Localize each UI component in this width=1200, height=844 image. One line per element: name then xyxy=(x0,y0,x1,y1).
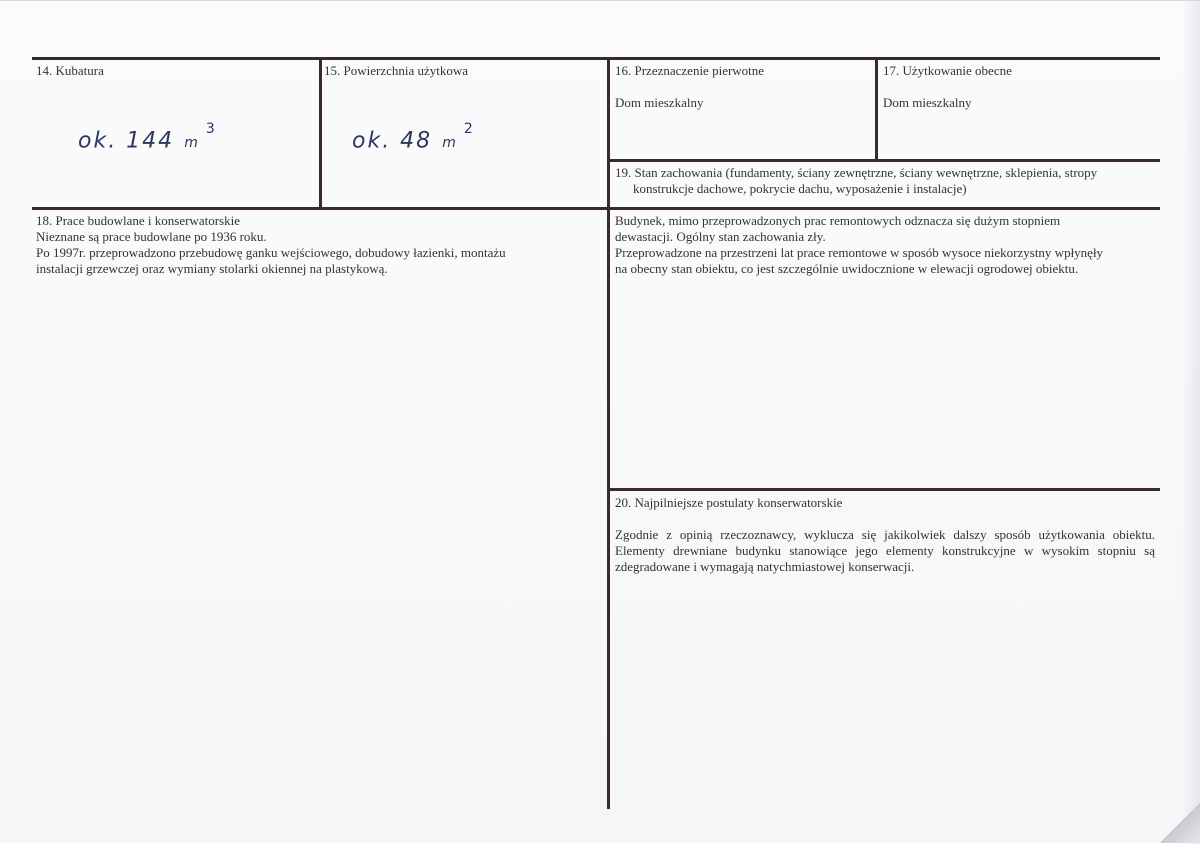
uzytkowanie-value: Dom mieszkalny xyxy=(883,95,972,110)
postulaty-text: Zgodnie z opinią rzeczoznawcy, wyklucza się jakikolwiek dalszy sposób użytkowania obiektu. Elementy drewniane budynku stanowiące jego elementy konstrukcyjne w wysokim stopniu są zdegradowane i wymagają natychmiastowej konserwacji. xyxy=(615,527,1155,574)
kubatura-label: 14. Kubatura xyxy=(36,63,104,78)
top-rule xyxy=(32,57,1160,60)
uzytkowanie-label: 17. Użytkowanie obecne xyxy=(883,63,1012,78)
center-divider xyxy=(607,57,610,809)
powierzchnia-handwritten-value xyxy=(352,121,475,154)
rule-under-14-15 xyxy=(32,207,1160,210)
kubatura-unit: m xyxy=(184,135,200,152)
kubatura-exponent: 3 xyxy=(205,121,217,137)
stan-text xyxy=(615,213,1155,277)
powierzchnia-unit: m xyxy=(442,135,458,152)
stan-line: Przeprowadzone na przestrzeni lat prace remontowe w sposób wysoce niekorzystny wpłynęły xyxy=(615,245,1104,260)
paper-edge-shadow xyxy=(1182,1,1200,844)
prace-line: Nieznane są prace budowlane po 1936 roku. xyxy=(36,229,267,244)
divider-14-15 xyxy=(319,57,322,209)
stan-line: na obecny stan obiektu, co jest szczególnie uwidocznione w elewacji ogrodowej obiektu. xyxy=(615,261,1079,276)
paper-corner-fold xyxy=(1160,803,1200,843)
powierzchnia-label: 15. Powierzchnia użytkowa xyxy=(324,63,469,78)
stan-label-line2: konstrukcje dachowe, pokrycie dachu, wyposażenie i instalacje) xyxy=(633,181,967,196)
powierzchnia-value: ok. 48 xyxy=(352,128,433,154)
przeznaczenie-value: Dom mieszkalny xyxy=(615,95,704,110)
kubatura-handwritten-value xyxy=(78,121,217,154)
prace-line: instalacji grzewczej oraz wymiany stolarki okiennej na plastykową. xyxy=(36,261,388,276)
prace-text xyxy=(36,229,601,277)
rule-under-16-17 xyxy=(607,159,1160,162)
kubatura-value: ok. 144 xyxy=(78,128,175,154)
stan-line: Budynek, mimo przeprowadzonych prac remontowych odznacza się dużym stopniem xyxy=(615,213,1061,228)
stan-label-line1: 19. Stan zachowania (fundamenty, ściany zewnętrzne, ściany wewnętrzne, sklepienia, stropy xyxy=(615,165,1098,180)
stan-line: dewastacji. Ogólny stan zachowania zły. xyxy=(615,229,826,244)
divider-16-17 xyxy=(875,57,878,161)
powierzchnia-exponent: 2 xyxy=(463,121,475,137)
prace-line: Po 1997r. przeprowadzono przebudowę ganku wejściowego, dobudowy łazienki, montażu xyxy=(36,245,506,260)
rule-above-20 xyxy=(607,488,1160,491)
prace-label: 18. Prace budowlane i konserwatorskie xyxy=(36,213,240,228)
stan-label xyxy=(615,165,1097,197)
przeznaczenie-label: 16. Przeznaczenie pierwotne xyxy=(615,63,765,78)
postulaty-label: 20. Najpilniejsze postulaty konserwatorskie xyxy=(615,495,843,510)
